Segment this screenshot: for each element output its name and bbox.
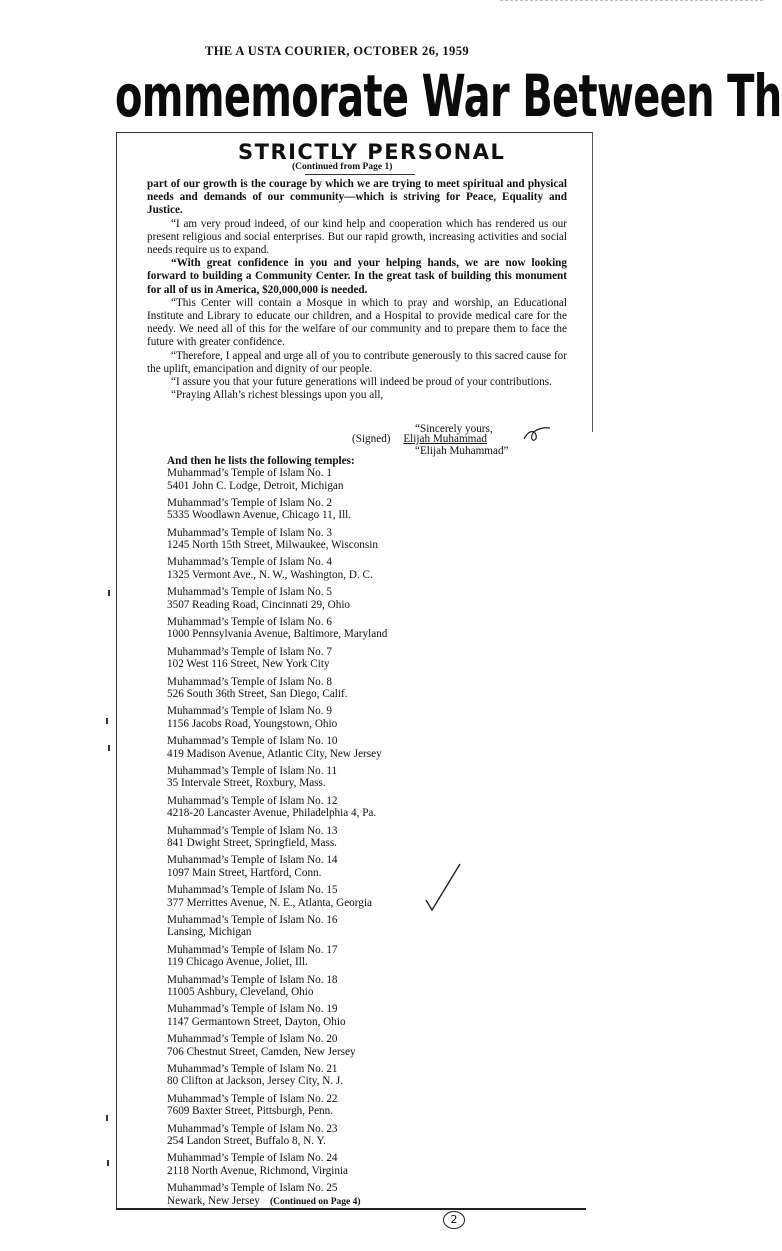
temple-name: Muhammad’s Temple of Islam No. 10 — [167, 735, 338, 748]
temple-entry — [167, 1003, 467, 1028]
scan-edge-dashes — [500, 0, 763, 2]
temple-address: 1325 Vermont Ave., N. W., Washington, D. C. — [167, 568, 373, 581]
temple-address: 377 Merrittes Avenue, N. E., Atlanta, Georgia — [167, 896, 372, 909]
frame-left-rule — [116, 132, 117, 1208]
temple-name: Muhammad’s Temple of Islam No. 8 — [167, 675, 332, 688]
temple-address: 526 South 36th Street, San Diego, Calif. — [167, 688, 348, 701]
paragraph: “Therefore, I appeal and urge all of you to contribute generously to this sacred cause for the uplift, emancipation and dignity of our people. — [147, 349, 567, 375]
temple-address: 3507 Reading Road, Cincinnati 29, Ohio — [167, 598, 351, 611]
temple-entry — [167, 646, 467, 671]
temple-name: Muhammad’s Temple of Islam No. 2 — [167, 496, 332, 509]
scan-speck — [108, 590, 110, 596]
temple-address: Lansing, Michigan — [167, 926, 252, 939]
temple-entry — [167, 735, 467, 760]
signed-quote: “Elijah Muhammad” — [415, 445, 509, 457]
temple-name: Muhammad’s Temple of Islam No. 14 — [167, 854, 338, 867]
temple-name: Muhammad’s Temple of Islam No. 24 — [167, 1152, 338, 1165]
article-title: STRICTLY PERSONAL — [238, 140, 506, 164]
temple-entry — [167, 705, 467, 730]
temple-address: 2118 North Avenue, Richmond, Virginia — [167, 1164, 349, 1177]
temple-address: 35 Intervale Street, Roxbury, Mass. — [167, 777, 326, 790]
temple-entry — [167, 1093, 467, 1118]
frame-top-rule — [116, 132, 593, 133]
scan-speck — [106, 1115, 108, 1121]
signed-label: (Signed) — [352, 433, 391, 445]
scan-speck — [108, 745, 110, 751]
temple-address: 1245 North 15th Street, Milwaukee, Wisconsin — [167, 539, 378, 552]
handwritten-check-mark — [424, 862, 464, 914]
temple-entry — [167, 497, 467, 522]
temple-address: 1000 Pennsylvania Avenue, Baltimore, Maryland — [167, 628, 388, 641]
temple-name: Muhammad’s Temple of Islam No. 22 — [167, 1092, 338, 1105]
temple-address: 419 Madison Avenue, Atlantic City, New Jersey — [167, 747, 382, 760]
temple-name: Muhammad’s Temple of Islam No. 17 — [167, 943, 338, 956]
temple-entry — [167, 1033, 467, 1058]
scan-speck — [107, 1160, 109, 1166]
temple-name: Muhammad’s Temple of Islam No. 16 — [167, 913, 338, 926]
temple-name: Muhammad’s Temple of Islam No. 13 — [167, 824, 338, 837]
paragraph: “Praying Allah’s richest blessings upon you all, — [171, 389, 384, 402]
paragraph: part of our growth is the courage by which we are trying to meet spiritual and physical needs and demands of our community—which is striving for Peace, Equality and Justice. — [147, 178, 567, 217]
temple-address: 11005 Ashbury, Cleveland, Ohio — [167, 986, 314, 999]
temple-address: 841 Dwight Street, Springfield, Mass. — [167, 837, 337, 850]
temple-name: Muhammad’s Temple of Islam No. 4 — [167, 556, 332, 569]
signed-name: Elijah Muhammad — [403, 433, 487, 445]
temple-name: Muhammad’s Temple of Islam No. 1 — [167, 467, 332, 479]
temple-name: Muhammad’s Temple of Islam No. 11 — [167, 764, 338, 777]
frame-bottom-rule — [116, 1208, 586, 1210]
temple-entry — [167, 765, 467, 790]
temple-name: Muhammad’s Temple of Islam No. 3 — [167, 526, 332, 539]
temple-entry — [167, 974, 467, 999]
temple-name: Muhammad’s Temple of Islam No. 5 — [167, 586, 332, 599]
temple-address: Newark, New Jersey — [167, 1194, 260, 1207]
temple-entry — [167, 467, 467, 492]
temple-address: 706 Chestnut Street, Camden, New Jersey — [167, 1045, 356, 1058]
temple-entry — [167, 914, 467, 939]
temple-address: 5401 John C. Lodge, Detroit, Michigan — [167, 479, 344, 492]
temple-address: 1156 Jacobs Road, Youngstown, Ohio — [167, 717, 338, 730]
temple-entry — [167, 1152, 467, 1177]
temple-address: 254 Landon Street, Buffalo 8, N. Y. — [167, 1135, 326, 1148]
paragraph: “This Center will contain a Mosque in which to pray and worship, an Educational Institute and Library to educate our children, and a Hospital to provide medical care for the needy. We need all of this for the welfare of our community and to prepare them to face the future with greater confidence. — [147, 296, 567, 349]
temple-entry — [167, 944, 467, 969]
temple-list-lead-in: And then he lists the following temples: — [167, 455, 355, 467]
temple-entry — [167, 1063, 467, 1088]
temple-entry — [167, 586, 467, 611]
temple-name: Muhammad’s Temple of Islam No. 15 — [167, 884, 338, 897]
temple-name: Muhammad’s Temple of Islam No. 21 — [167, 1062, 338, 1075]
title-rule — [305, 174, 415, 175]
temple-address: 119 Chicago Avenue, Joliet, Ill. — [167, 956, 308, 969]
temple-list — [167, 467, 467, 1212]
handwritten-flourish — [522, 425, 552, 445]
temple-entry — [167, 795, 467, 820]
temple-address: 7609 Baxter Street, Pittsburgh, Penn. — [167, 1105, 334, 1118]
temple-name: Muhammad’s Temple of Islam No. 7 — [167, 645, 332, 658]
headline: ommemorate War Between Th — [115, 62, 782, 130]
paragraph: “I am very proud indeed, of our kind help and cooperation which has rendered us our present religious and social enterprises. But our rapid growth, increasing activities and social needs require us to expand. — [147, 217, 567, 257]
temple-address: 1097 Main Street, Hartford, Conn. — [167, 866, 322, 879]
frame-right-rule — [592, 132, 593, 432]
temple-address: 5335 Woodlawn Avenue, Chicago 11, Ill. — [167, 509, 352, 522]
temple-entry — [167, 854, 467, 879]
temple-address: 80 Clifton at Jackson, Jersey City, N. J. — [167, 1075, 344, 1088]
temple-entry — [167, 884, 467, 909]
temple-entry — [167, 1123, 467, 1148]
paragraph: “I assure you that your future generations will indeed be proud of your contributions. — [171, 376, 552, 389]
temple-entry — [167, 556, 467, 581]
temple-name: Muhammad’s Temple of Islam No. 18 — [167, 973, 338, 986]
closing-line: “Sincerely yours, — [415, 423, 493, 435]
article-body — [147, 178, 567, 402]
temple-name: Muhammad’s Temple of Islam No. 9 — [167, 705, 332, 718]
temple-name: Muhammad’s Temple of Islam No. 20 — [167, 1033, 338, 1046]
temple-entry — [167, 676, 467, 701]
temple-address: 102 West 116 Street, New York City — [167, 658, 330, 671]
temple-name: Muhammad’s Temple of Islam No. 19 — [167, 1003, 338, 1016]
temple-entry — [167, 616, 467, 641]
paragraph: “With great confidence in you and your helping hands, we are now looking forward to building a Community Center. In the great task of building this monument for all of us in America, $20,000,000 is needed. — [147, 257, 567, 296]
temple-name: Muhammad’s Temple of Islam No. 23 — [167, 1122, 338, 1135]
signature-line — [352, 433, 487, 445]
continued-from-note: (Continued from Page 1) — [292, 162, 393, 172]
temple-name: Muhammad’s Temple of Islam No. 6 — [167, 615, 332, 628]
temple-name: Muhammad’s Temple of Islam No. 12 — [167, 794, 338, 807]
page-number-circle: 2 — [443, 1211, 465, 1229]
continued-on-note: (Continued on Page 4) — [270, 1197, 361, 1207]
temple-address: 1147 Germantown Street, Dayton, Ohio — [167, 1015, 346, 1028]
scan-speck — [106, 718, 108, 724]
temple-entry — [167, 527, 467, 552]
temple-address: 4218-20 Lancaster Avenue, Philadelphia 4, Pa. — [167, 807, 377, 820]
masthead: THE A USTA COURIER, OCTOBER 26, 1959 — [205, 44, 469, 58]
temple-name: Muhammad’s Temple of Islam No. 25 — [167, 1182, 338, 1195]
temple-entry — [167, 825, 467, 850]
